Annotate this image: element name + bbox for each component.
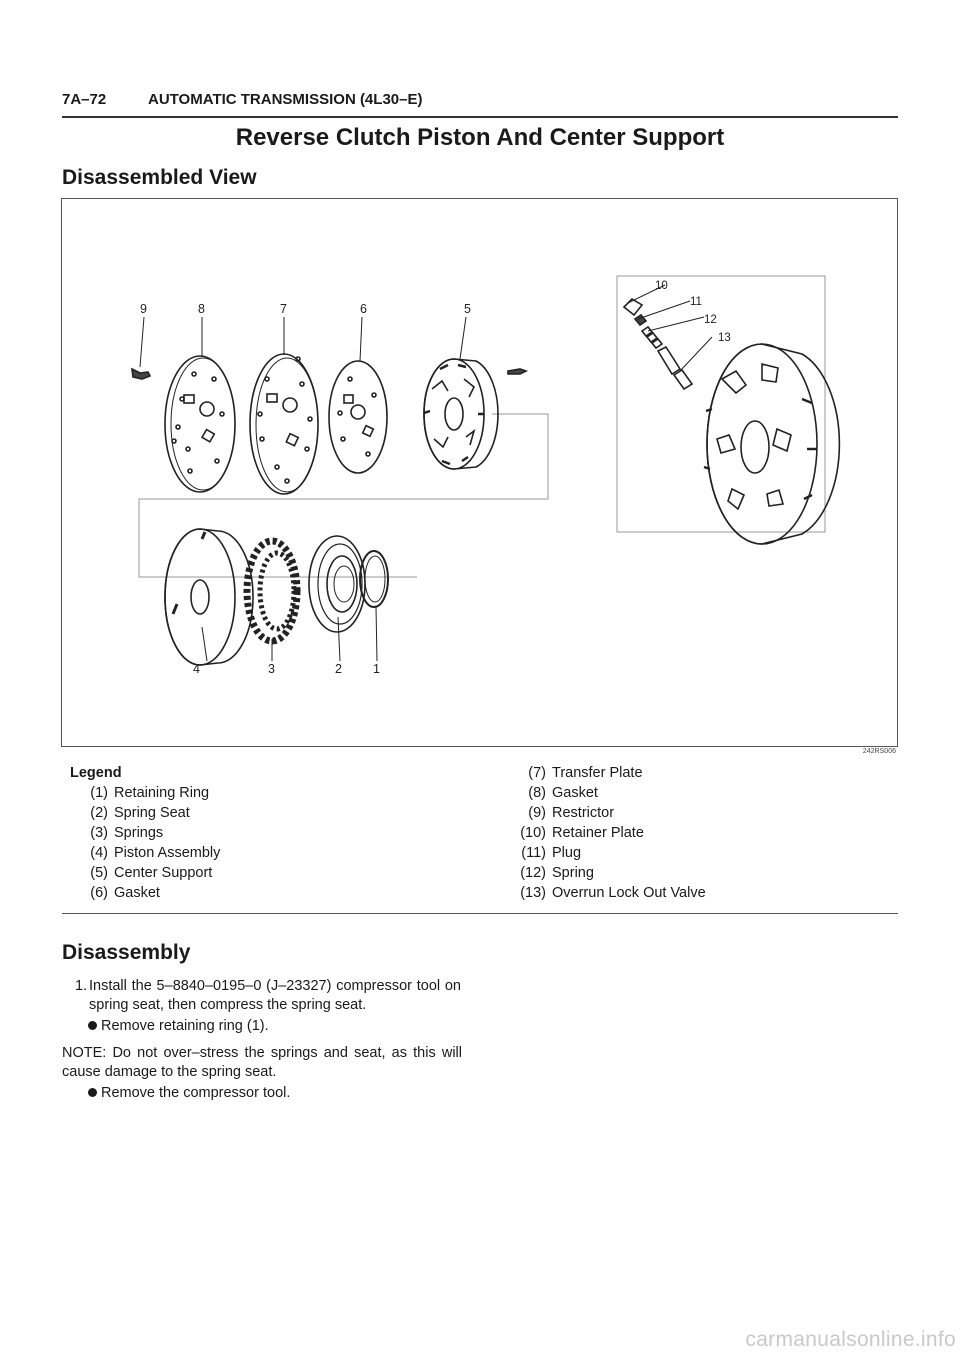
bullet-text: Remove retaining ring (1). [101, 1018, 269, 1034]
legend-num: (11) [521, 845, 546, 861]
legend-num: (8) [528, 785, 546, 801]
callout-4: 4 [193, 662, 200, 676]
callout-12: 12 [704, 314, 717, 326]
legend-num: (10) [520, 825, 546, 841]
spring-seat-part [309, 536, 365, 632]
section-name: AUTOMATIC TRANSMISSION (4L30–E) [148, 91, 423, 108]
legend-num: (3) [90, 825, 108, 841]
bullet-dot-icon [88, 1021, 97, 1030]
callout-6: 6 [360, 302, 367, 316]
step-number: 1. [75, 978, 88, 994]
legend-num: (6) [90, 885, 108, 901]
callout-1: 1 [373, 662, 380, 676]
callout-8: 8 [198, 302, 205, 316]
callout-10: 10 [655, 280, 668, 292]
exploded-view-figure [61, 198, 898, 747]
callout-3: 3 [268, 662, 275, 676]
bullet-item [88, 1085, 290, 1101]
callout-2: 2 [335, 662, 342, 676]
callout-labels [140, 280, 731, 676]
legend-label: Gasket [552, 785, 598, 801]
piston-assembly-part [165, 529, 253, 665]
step-text: Install the 5–8840–0195–0 (J–23327) compressor tool on spring seat, then compress the spring seat. [89, 978, 461, 1013]
legend-label: Retainer Plate [552, 825, 644, 841]
legend-label: Retaining Ring [114, 785, 210, 801]
valve-body-part [704, 344, 839, 544]
note-text: NOTE: Do not over–stress the springs and seat, as this will cause damage to the spring seat. [62, 1045, 462, 1080]
page-title: Reverse Clutch Piston And Center Support [235, 124, 725, 151]
bullet-item [88, 1018, 269, 1034]
procedure-step-1 [75, 977, 461, 1015]
leader-lines [140, 285, 712, 661]
bullet-dot-icon [88, 1088, 97, 1097]
legend-label: Gasket [114, 885, 160, 901]
legend-num: (7) [528, 765, 546, 781]
legend-label: Center Support [114, 865, 213, 881]
legend-title: Legend [70, 765, 122, 781]
connector-lines [139, 414, 548, 577]
gasket-6-part [329, 361, 387, 473]
legend-num: (12) [520, 865, 546, 881]
legend-num: (9) [528, 805, 546, 821]
callout-9: 9 [140, 302, 147, 316]
legend-num: (2) [90, 805, 108, 821]
figure-code: 242RS006 [862, 748, 896, 755]
legend-num: (4) [90, 845, 108, 861]
legend-label: Springs [114, 825, 164, 841]
callout-11: 11 [690, 296, 702, 308]
legend-label: Spring Seat [114, 805, 190, 821]
procedure-heading: Disassembly [62, 941, 191, 964]
legend-label: Spring [552, 865, 594, 881]
watermark: carmanualsonline.info [745, 1328, 956, 1351]
callout-7: 7 [280, 302, 287, 316]
legend [62, 763, 898, 914]
page-header [62, 90, 898, 118]
gasket-8-part [165, 356, 235, 492]
page-number: 7A–72 [62, 91, 107, 108]
legend-num: (1) [90, 785, 108, 801]
view-heading: Disassembled View [62, 166, 257, 189]
transfer-plate-part [250, 354, 318, 494]
legend-num: (13) [520, 885, 546, 901]
legend-label: Piston Assembly [114, 845, 221, 861]
legend-label: Overrun Lock Out Valve [552, 885, 706, 901]
restrictor-part [132, 369, 150, 379]
callout-5: 5 [464, 302, 471, 316]
bullet-text: Remove the compressor tool. [101, 1085, 291, 1101]
legend-label: Transfer Plate [552, 765, 643, 781]
springs-part [247, 541, 297, 641]
callout-13: 13 [718, 332, 731, 344]
legend-label: Restrictor [552, 805, 615, 821]
legend-label: Plug [552, 845, 582, 861]
legend-num: (5) [90, 865, 108, 881]
exploded-view-drawing [62, 199, 897, 746]
inset-box [617, 276, 825, 532]
